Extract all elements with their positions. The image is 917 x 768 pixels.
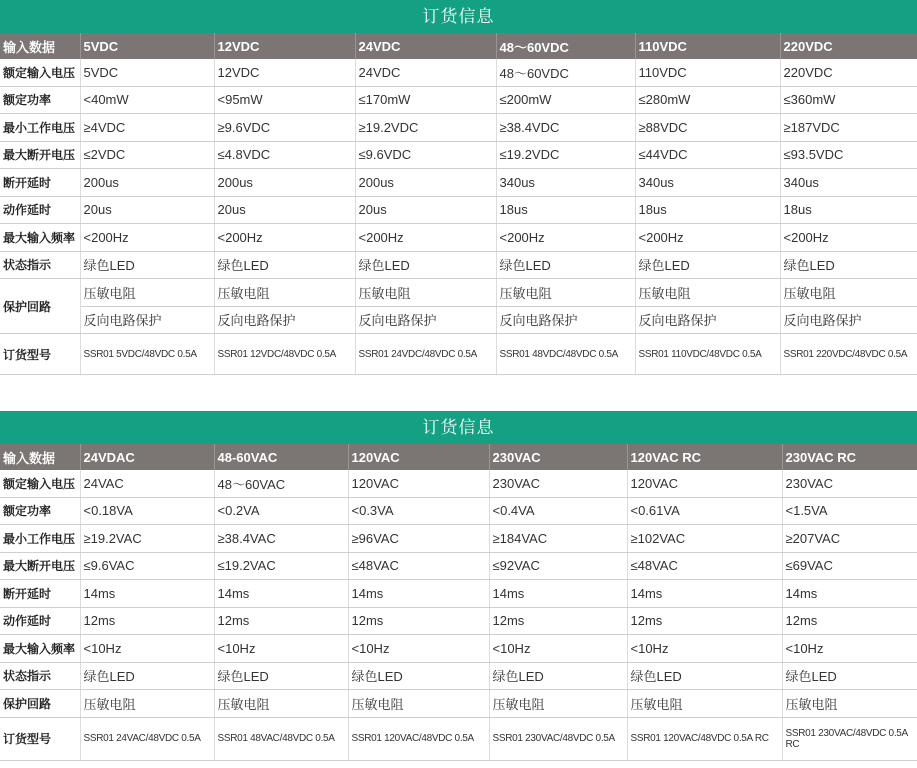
table-cell: 12ms bbox=[782, 607, 917, 635]
spec-table-ac bbox=[0, 444, 917, 761]
table-cell: 200us bbox=[355, 169, 496, 197]
table-cell: 压敏电阻 bbox=[80, 279, 214, 307]
table-row bbox=[0, 169, 917, 197]
table-cell: 200us bbox=[80, 169, 214, 197]
table-cell: <95mW bbox=[214, 86, 355, 114]
table-cell: <0.2VA bbox=[214, 497, 348, 525]
row-label: 额定功率 bbox=[0, 497, 80, 525]
table-cell: 绿色LED bbox=[782, 662, 917, 690]
table-cell: 24VDC bbox=[355, 59, 496, 86]
row-label: 最大断开电压 bbox=[0, 141, 80, 169]
table-cell: 20us bbox=[214, 196, 355, 224]
table-row bbox=[0, 251, 917, 279]
table-cell: ≤9.6VAC bbox=[80, 552, 214, 580]
table-cell: ≥187VDC bbox=[780, 114, 917, 142]
table-cell: 压敏电阻 bbox=[489, 690, 627, 718]
table-cell: 24VAC bbox=[80, 470, 214, 497]
row-label: 保护回路 bbox=[0, 690, 80, 718]
row-label: 状态指示 bbox=[0, 662, 80, 690]
table-cell: <40mW bbox=[80, 86, 214, 114]
table-cell: 230VAC bbox=[489, 470, 627, 497]
table-cell: 340us bbox=[496, 169, 635, 197]
table-cell: <0.18VA bbox=[80, 497, 214, 525]
column-header: 230VAC bbox=[489, 444, 627, 470]
table-cell: ≤4.8VDC bbox=[214, 141, 355, 169]
table-cell: 5VDC bbox=[80, 59, 214, 86]
column-header: 120VAC bbox=[348, 444, 489, 470]
table-row bbox=[0, 279, 917, 307]
table-cell: 绿色LED bbox=[348, 662, 489, 690]
table-row bbox=[0, 59, 917, 86]
table-cell: 绿色LED bbox=[635, 251, 780, 279]
model-cell: SSR01 24VAC/48VDC 0.5A bbox=[80, 717, 214, 760]
table-cell: 20us bbox=[355, 196, 496, 224]
table-cell: 110VDC bbox=[635, 59, 780, 86]
ordering-info-ac bbox=[0, 411, 917, 761]
model-cell: SSR01 220VDC/48VDC 0.5A bbox=[780, 334, 917, 375]
model-cell: SSR01 110VDC/48VDC 0.5A bbox=[635, 334, 780, 375]
table-row bbox=[0, 86, 917, 114]
table-cell: 20us bbox=[80, 196, 214, 224]
table-cell: ≤2VDC bbox=[80, 141, 214, 169]
table-row bbox=[0, 552, 917, 580]
row-label: 最小工作电压 bbox=[0, 525, 80, 553]
ordering-info-dc bbox=[0, 0, 917, 375]
row-label: 最大输入频率 bbox=[0, 635, 80, 663]
table-cell: 绿色LED bbox=[627, 662, 782, 690]
table-cell: ≤92VAC bbox=[489, 552, 627, 580]
table-row bbox=[0, 306, 917, 334]
table-cell: <200Hz bbox=[214, 224, 355, 252]
table-cell: 18us bbox=[635, 196, 780, 224]
table-cell: 18us bbox=[496, 196, 635, 224]
model-cell: SSR01 230VAC/48VDC 0.5A bbox=[489, 717, 627, 760]
table-cell: 12ms bbox=[348, 607, 489, 635]
table-cell: ≤48VAC bbox=[348, 552, 489, 580]
table-cell: 压敏电阻 bbox=[355, 279, 496, 307]
table-cell: <10Hz bbox=[627, 635, 782, 663]
table-cell: 340us bbox=[780, 169, 917, 197]
row-label: 额定输入电压 bbox=[0, 59, 80, 86]
table-row bbox=[0, 497, 917, 525]
column-header: 110VDC bbox=[635, 33, 780, 59]
table-cell: 14ms bbox=[80, 580, 214, 608]
column-header: 48-60VAC bbox=[214, 444, 348, 470]
model-cell: SSR01 24VDC/48VDC 0.5A bbox=[355, 334, 496, 375]
table-title: 订货信息 bbox=[0, 0, 917, 33]
table-cell: 反向电路保护 bbox=[780, 306, 917, 334]
header-label: 输入数据 bbox=[0, 444, 80, 470]
row-label: 最小工作电压 bbox=[0, 114, 80, 142]
model-cell: SSR01 230VAC/48VDC 0.5A RC bbox=[782, 717, 917, 760]
column-header: 48～60VDC bbox=[496, 33, 635, 59]
table-row bbox=[0, 334, 917, 375]
table-cell: 48～60VAC bbox=[214, 470, 348, 497]
table-cell: ≤200mW bbox=[496, 86, 635, 114]
table-cell: 反向电路保护 bbox=[635, 306, 780, 334]
table-cell: 绿色LED bbox=[355, 251, 496, 279]
table-cell: 压敏电阻 bbox=[627, 690, 782, 718]
table-cell: 48～60VDC bbox=[496, 59, 635, 86]
row-label: 最大断开电压 bbox=[0, 552, 80, 580]
table-cell: ≤93.5VDC bbox=[780, 141, 917, 169]
table-cell: ≥38.4VDC bbox=[496, 114, 635, 142]
table-row bbox=[0, 690, 917, 718]
model-cell: SSR01 48VDC/48VDC 0.5A bbox=[496, 334, 635, 375]
table-cell: 220VDC bbox=[780, 59, 917, 86]
table-cell: 绿色LED bbox=[80, 662, 214, 690]
table-cell: <0.61VA bbox=[627, 497, 782, 525]
table-cell: 230VAC bbox=[782, 470, 917, 497]
table-title: 订货信息 bbox=[0, 411, 917, 444]
table-cell: 反向电路保护 bbox=[214, 306, 355, 334]
table-cell: 绿色LED bbox=[214, 251, 355, 279]
table-cell: <0.4VA bbox=[489, 497, 627, 525]
row-label: 订货型号 bbox=[0, 334, 80, 375]
table-cell: 绿色LED bbox=[80, 251, 214, 279]
table-cell: ≤170mW bbox=[355, 86, 496, 114]
table-cell: ≤280mW bbox=[635, 86, 780, 114]
table-cell: ≥207VAC bbox=[782, 525, 917, 553]
table-cell: 压敏电阻 bbox=[348, 690, 489, 718]
row-label: 最大输入频率 bbox=[0, 224, 80, 252]
table-cell: ≥4VDC bbox=[80, 114, 214, 142]
table-cell: ≥88VDC bbox=[635, 114, 780, 142]
table-cell: 压敏电阻 bbox=[782, 690, 917, 718]
column-header: 24VDC bbox=[355, 33, 496, 59]
table-cell: ≥102VAC bbox=[627, 525, 782, 553]
table-cell: 14ms bbox=[214, 580, 348, 608]
table-cell: 12ms bbox=[214, 607, 348, 635]
table-cell: ≥19.2VAC bbox=[80, 525, 214, 553]
table-cell: ≤48VAC bbox=[627, 552, 782, 580]
row-label: 断开延时 bbox=[0, 169, 80, 197]
table-row bbox=[0, 580, 917, 608]
table-cell: <200Hz bbox=[355, 224, 496, 252]
row-label: 状态指示 bbox=[0, 251, 80, 279]
table-row bbox=[0, 662, 917, 690]
table-cell: ≤44VDC bbox=[635, 141, 780, 169]
column-header: 230VAC RC bbox=[782, 444, 917, 470]
table-row bbox=[0, 470, 917, 497]
table-cell: 压敏电阻 bbox=[780, 279, 917, 307]
model-cell: SSR01 48VAC/48VDC 0.5A bbox=[214, 717, 348, 760]
model-cell: SSR01 5VDC/48VDC 0.5A bbox=[80, 334, 214, 375]
table-row bbox=[0, 525, 917, 553]
column-header: 5VDC bbox=[80, 33, 214, 59]
table-cell: 压敏电阻 bbox=[214, 690, 348, 718]
table-cell: 18us bbox=[780, 196, 917, 224]
table-cell: 120VAC bbox=[627, 470, 782, 497]
model-cell: SSR01 120VAC/48VDC 0.5A RC bbox=[627, 717, 782, 760]
table-cell: 反向电路保护 bbox=[355, 306, 496, 334]
table-cell: ≥19.2VDC bbox=[355, 114, 496, 142]
table-cell: <10Hz bbox=[80, 635, 214, 663]
table-cell: 压敏电阻 bbox=[214, 279, 355, 307]
table-row bbox=[0, 141, 917, 169]
row-label: 额定输入电压 bbox=[0, 470, 80, 497]
table-cell: 12ms bbox=[627, 607, 782, 635]
table-row bbox=[0, 635, 917, 663]
table-cell: <10Hz bbox=[489, 635, 627, 663]
table-cell: 14ms bbox=[627, 580, 782, 608]
table-cell: ≥38.4VAC bbox=[214, 525, 348, 553]
table-cell: 340us bbox=[635, 169, 780, 197]
header-label: 输入数据 bbox=[0, 33, 80, 59]
table-cell: 压敏电阻 bbox=[80, 690, 214, 718]
model-cell: SSR01 120VAC/48VDC 0.5A bbox=[348, 717, 489, 760]
table-cell: <10Hz bbox=[214, 635, 348, 663]
row-label: 额定功率 bbox=[0, 86, 80, 114]
column-header: 120VAC RC bbox=[627, 444, 782, 470]
table-cell: 14ms bbox=[348, 580, 489, 608]
table-cell: 12VDC bbox=[214, 59, 355, 86]
model-cell: SSR01 12VDC/48VDC 0.5A bbox=[214, 334, 355, 375]
table-cell: 反向电路保护 bbox=[80, 306, 214, 334]
table-cell: 绿色LED bbox=[214, 662, 348, 690]
table-cell: <10Hz bbox=[348, 635, 489, 663]
table-cell: 12ms bbox=[489, 607, 627, 635]
table-cell: <200Hz bbox=[496, 224, 635, 252]
table-cell: 12ms bbox=[80, 607, 214, 635]
table-cell: 绿色LED bbox=[489, 662, 627, 690]
table-cell: <200Hz bbox=[635, 224, 780, 252]
table-cell: ≤19.2VAC bbox=[214, 552, 348, 580]
table-cell: ≤360mW bbox=[780, 86, 917, 114]
column-header: 24VDAC bbox=[80, 444, 214, 470]
table-row bbox=[0, 224, 917, 252]
table-cell: 14ms bbox=[782, 580, 917, 608]
table-cell: ≤19.2VDC bbox=[496, 141, 635, 169]
row-label: 动作延时 bbox=[0, 196, 80, 224]
table-cell: 200us bbox=[214, 169, 355, 197]
table-cell: <200Hz bbox=[780, 224, 917, 252]
header-row bbox=[0, 444, 917, 470]
row-label: 订货型号 bbox=[0, 717, 80, 760]
table-cell: <0.3VA bbox=[348, 497, 489, 525]
table-cell: 120VAC bbox=[348, 470, 489, 497]
row-label: 断开延时 bbox=[0, 580, 80, 608]
table-cell: 绿色LED bbox=[496, 251, 635, 279]
table-row bbox=[0, 717, 917, 760]
table-cell: <1.5VA bbox=[782, 497, 917, 525]
table-row bbox=[0, 196, 917, 224]
table-cell: ≥184VAC bbox=[489, 525, 627, 553]
table-cell: <10Hz bbox=[782, 635, 917, 663]
column-header: 220VDC bbox=[780, 33, 917, 59]
table-cell: <200Hz bbox=[80, 224, 214, 252]
row-label: 保护回路 bbox=[0, 279, 80, 334]
table-cell: ≤69VAC bbox=[782, 552, 917, 580]
table-cell: ≤9.6VDC bbox=[355, 141, 496, 169]
table-cell: 压敏电阻 bbox=[635, 279, 780, 307]
table-cell: ≥96VAC bbox=[348, 525, 489, 553]
spec-table-dc bbox=[0, 33, 917, 375]
table-cell: ≥9.6VDC bbox=[214, 114, 355, 142]
table-row bbox=[0, 114, 917, 142]
table-cell: 绿色LED bbox=[780, 251, 917, 279]
column-header: 12VDC bbox=[214, 33, 355, 59]
table-cell: 14ms bbox=[489, 580, 627, 608]
row-label: 动作延时 bbox=[0, 607, 80, 635]
table-row bbox=[0, 607, 917, 635]
table-cell: 反向电路保护 bbox=[496, 306, 635, 334]
table-cell: 压敏电阻 bbox=[496, 279, 635, 307]
header-row bbox=[0, 33, 917, 59]
